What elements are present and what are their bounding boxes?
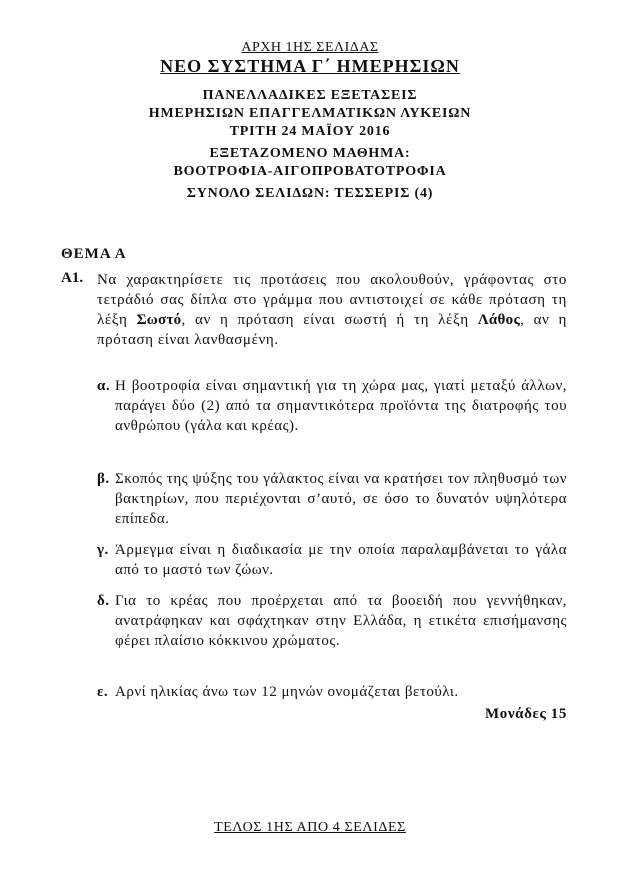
statement-item [97, 540, 567, 580]
marks-value: Μονάδες 15 [484, 706, 567, 722]
question-label: Α1. [61, 270, 84, 286]
subject-label: ΕΞΕΤΑΖΟΜΕΝΟ ΜΑΘΗΜΑ: [209, 146, 411, 161]
statement-item [97, 376, 567, 436]
theme-heading: ΘΕΜΑ Α [61, 246, 127, 262]
page-end-mark: ΤΕΛΟΣ 1ΗΣ ΑΠΟ 4 ΣΕΛΙΔΕΣ [214, 820, 406, 835]
exam-date: ΤΡΙΤΗ 24 ΜΑΪΟΥ 2016 [229, 124, 391, 139]
intro-text: , αν η πρόταση είναι σωστή ή τη λέξη [181, 312, 478, 328]
question-intro [97, 270, 567, 350]
statement-label: δ. [97, 593, 110, 609]
statement-label: β. [97, 471, 110, 487]
subject-name: ΒΟΟΤΡΟΦΙΑ-ΑΙΓΟΠΡΟΒΑΤΟΤΡΟΦΙΑ [173, 164, 447, 179]
system-title: ΝΕΟ ΣΥΣΤΗΜΑ Γ΄ ΗΜΕΡΗΣΙΩΝ [160, 56, 460, 76]
statement-text: Για το κρέας που προέρχεται από τα βοοειδή που γεννήθηκαν, ανατράφηκαν και σφάχτηκαν στην Ελλάδα, η ετικέτα επισήμανσης φέρει πλαίσιο κόκκινου χρώματος. [115, 593, 567, 649]
statement-text: Σκοπός της ψύξης του γάλακτος είναι να κρατήσει τον πληθυσμό των βακτηρίων, που περιέχονται σ’αυτό, σε όσο το δυνατόν υψηλότερα επίπεδα. [115, 471, 567, 527]
word-wrong: Λάθος [477, 312, 521, 328]
word-correct: Σωστό [136, 312, 182, 328]
statement-text: Άρμεγμα είναι η διαδικασία με την οποία παραλαμβάνεται το γάλα από το μαστό των ζώων. [115, 542, 567, 578]
statement-text: Αρνί ηλικίας άνω των 12 μηνών ονομάζεται βετούλι. [115, 684, 459, 700]
exam-title: ΠΑΝΕΛΛΑΔΙΚΕΣ ΕΞΕΤΑΣΕΙΣ [202, 88, 418, 103]
statement-text: Η βοοτροφία είναι σημαντική για τη χώρα μας, γιατί μεταξύ άλλων, παράγει δύο (2) από τα σημαντικότερα προϊόντα της διατροφής του ανθρώπου (γάλα και κρέας). [115, 378, 567, 434]
intro-text: , αν η πρόταση είναι λανθασμένη. [97, 312, 568, 348]
statement-item [97, 682, 567, 702]
page-start-mark: ΑΡΧΗ 1ΗΣ ΣΕΛΙΔΑΣ [241, 40, 379, 55]
statement-label: α. [97, 378, 111, 394]
statement-item [97, 591, 567, 651]
page-count: ΣΥΝΟΛΟ ΣΕΛΙΔΩΝ: ΤΕΣΣΕΡΙΣ (4) [186, 186, 434, 201]
intro-text: Να χαρακτηρίσετε τις προτάσεις που ακολουθούν, γράφοντας στο τετράδιό σας δίπλα στο γράμμα που αντιστοιχεί σε κάθε πρόταση τη λέξη [97, 272, 567, 328]
statement-label: ε. [97, 684, 109, 700]
statement-label: γ. [97, 542, 109, 558]
statement-item [97, 469, 567, 529]
exam-subtitle: ΗΜΕΡΗΣΙΩΝ ΕΠΑΓΓΕΛΜΑΤΙΚΩΝ ΛΥΚΕΙΩΝ [148, 106, 472, 121]
